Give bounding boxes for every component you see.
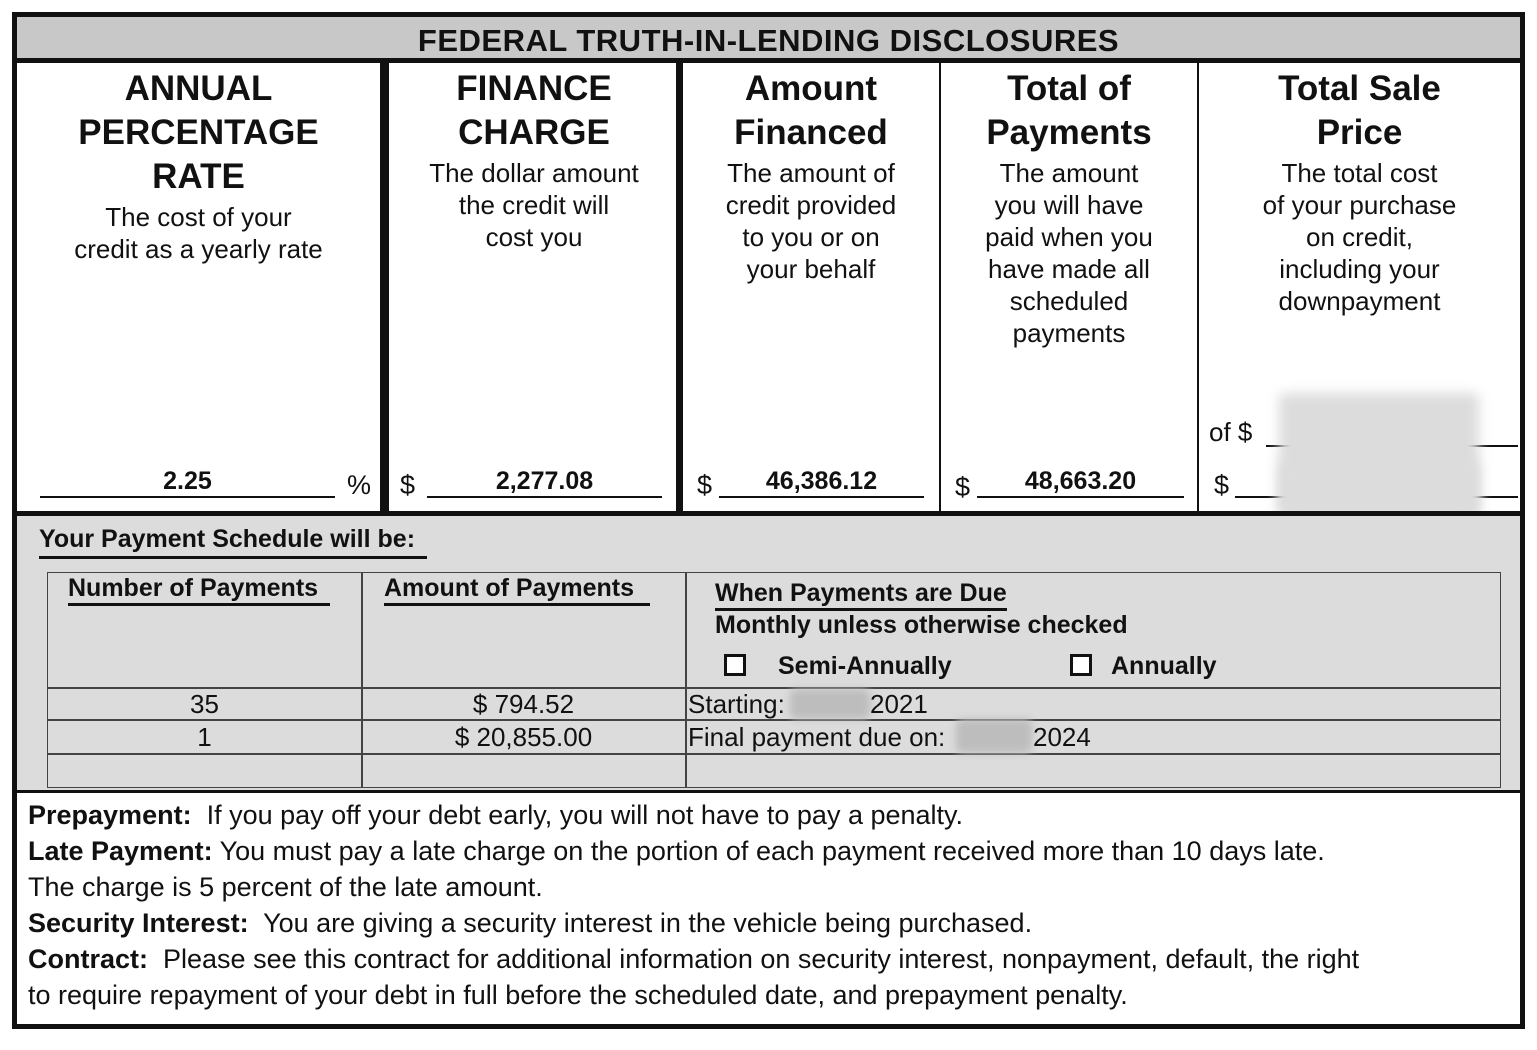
amount-of-payments-header: Amount of Payments [384,573,650,606]
monthly-note: Monthly unless otherwise checked [715,611,1128,639]
schedule-table [47,572,1501,788]
number-of-payments-header: Number of Payments [68,573,330,606]
security-interest-note: Security Interest: You are giving a security interest in the vehicle being purchased. [28,908,1033,938]
amount-financed-description: The amount of credit provided to you or on your behalf [725,158,897,284]
redacted-start-date [790,689,870,719]
when-payments-due-header: When Payments are Due [715,578,1007,611]
contract-note-continuation: to require repayment of your debt in full before the scheduled date, and prepayment penalty. [28,980,1128,1010]
row-2-number: 1 [197,722,212,752]
down-payment-label: of $ [1209,417,1253,447]
percent-sign: % [347,470,372,500]
row-2-amount: $ 20,855.00 [454,722,593,752]
table-divider [685,573,687,787]
column-divider [676,63,683,515]
apr-description: The cost of your credit as a yearly rate [74,202,323,264]
redacted-final-date [956,719,1032,753]
apr-column [17,63,380,515]
dollar-sign: $ [697,470,713,500]
disclosure-notes [28,797,1518,1013]
row-1-amount: $ 794.52 [472,689,575,719]
total-of-payments-heading: Total of Payments [986,69,1152,152]
total-of-payments-description: The amount you will have paid when you have made all scheduled payments [985,158,1153,348]
disclosure-columns [17,63,1520,515]
total-sale-price-heading: Total Sale Price [1278,69,1441,152]
row-2-when-year: 2024 [1033,722,1091,752]
column-divider [380,63,389,515]
schedule-title: Your Payment Schedule will be: [39,522,427,559]
total-of-payments-value: 48,663.20 [977,466,1184,498]
prepayment-note: Prepayment: If you pay off your debt early, you will not have to pay a penalty. [28,800,964,830]
amount-financed-heading: Amount Financed [734,69,888,152]
row-1-when-year: 2021 [870,689,928,719]
payment-schedule [17,516,1520,793]
finance-charge-value: 2,277.08 [427,466,662,498]
dollar-sign: $ [955,472,971,502]
disclosure-title: FEDERAL TRUTH-IN-LENDING DISCLOSURES [17,17,1520,63]
late-payment-note: Late Payment: You must pay a late charge on the portion of each payment received more than 10 days late. [28,836,1325,866]
finance-charge-description: The dollar amount the credit will cost you [429,158,639,252]
annually-checkbox[interactable] [1070,654,1092,676]
finance-charge-column [389,63,679,515]
amount-financed-value: 46,386.12 [719,466,924,498]
row-1-when-label: Starting: [688,689,785,719]
table-divider [48,753,1500,755]
row-1-number: 35 [190,689,219,719]
annually-label: Annually [1111,652,1217,680]
late-payment-note-continuation: The charge is 5 percent of the late amount. [28,872,543,902]
amount-financed-column [683,63,939,515]
semi-annually-label: Semi-Annually [778,652,952,680]
dollar-sign: $ [400,470,416,500]
total-sale-price-description: The total cost of your purchase on credit, including your downpayment [1262,158,1457,316]
finance-charge-heading: FINANCE CHARGE [456,69,612,152]
semi-annually-checkbox[interactable] [724,654,746,676]
apr-value: 2.25 [40,466,335,498]
row-2-when-label: Final payment due on: [688,722,946,752]
total-of-payments-column [941,63,1197,515]
apr-heading: ANNUAL PERCENTAGE RATE [78,69,319,196]
dollar-sign: $ [1214,470,1230,500]
table-divider [361,573,363,787]
tila-disclosure-box [12,12,1525,1029]
contract-note: Contract: Please see this contract for additional information on security interest, nonpayment, default, the right [28,944,1360,974]
